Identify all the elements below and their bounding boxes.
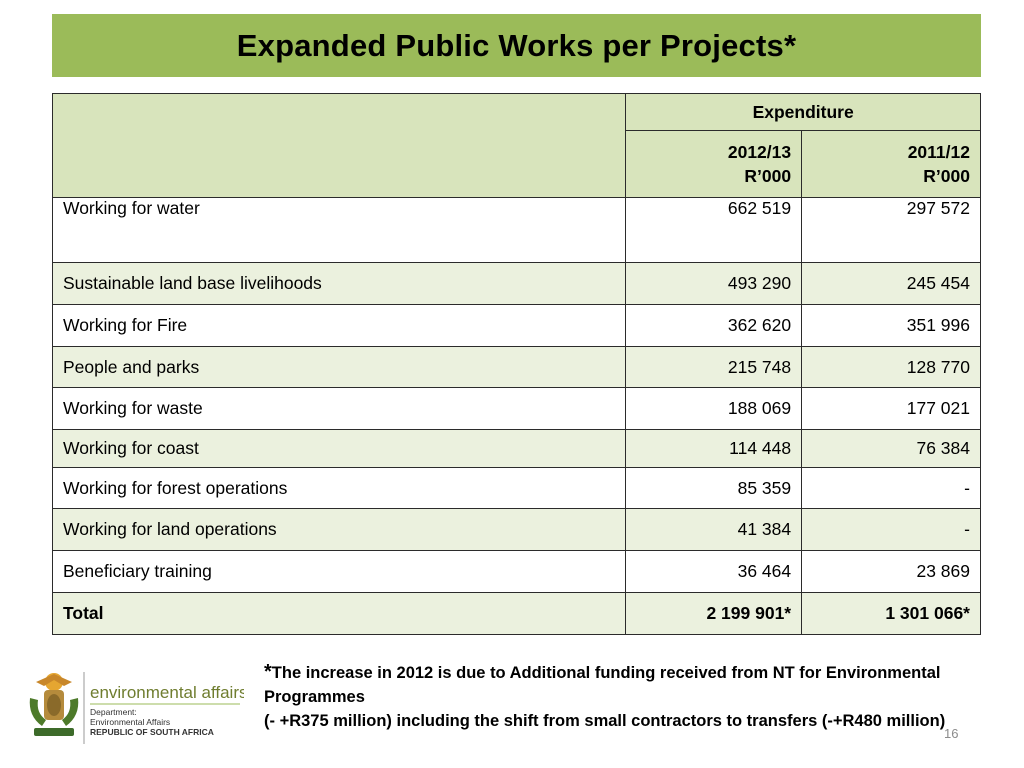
logo-name: environmental affairs <box>90 683 244 702</box>
unit-label: R’000 <box>744 166 792 186</box>
table-row <box>53 347 981 388</box>
table-row <box>53 263 981 305</box>
department-logo <box>24 668 244 748</box>
value-2012: 114 448 <box>626 430 802 468</box>
footnote-text2: (- +R375 million) including the shift from small contractors to transfers (-+R480 million) <box>264 712 946 730</box>
value-2011: 76 384 <box>802 430 981 468</box>
row-label: Sustainable land base livelihoods <box>53 263 626 305</box>
table-row <box>53 305 981 347</box>
value-2011: 297 572 <box>802 198 981 263</box>
value-2011: 177 021 <box>802 388 981 430</box>
value-2012: 85 359 <box>626 468 802 509</box>
coat-of-arms-icon <box>24 668 244 748</box>
year-label: 2011/12 <box>907 142 970 162</box>
table-row <box>53 551 981 593</box>
value-2012: 41 384 <box>626 509 802 551</box>
row-label: Working for water <box>53 198 626 263</box>
footnote <box>264 660 984 733</box>
value-2011: - <box>802 468 981 509</box>
footnote-star: * <box>264 661 272 683</box>
value-2012: 188 069 <box>626 388 802 430</box>
row-label: Working for waste <box>53 388 626 430</box>
row-label: Beneficiary training <box>53 551 626 593</box>
page-number: 16 <box>944 726 959 741</box>
header-blank-cell <box>53 94 626 198</box>
row-label: People and parks <box>53 347 626 388</box>
value-2012: 215 748 <box>626 347 802 388</box>
expenditure-header: Expenditure <box>626 94 981 131</box>
row-label: Working for coast <box>53 430 626 468</box>
footnote-text1: The increase in 2012 is due to Additional funding received from NT for Environmental Programmes <box>264 664 941 706</box>
table-row <box>53 198 981 263</box>
total-2012: 2 199 901* <box>626 593 802 635</box>
value-2012: 662 519 <box>626 198 802 263</box>
slide-title: Expanded Public Works per Projects* <box>236 27 797 63</box>
value-2011: - <box>802 509 981 551</box>
value-2011: 128 770 <box>802 347 981 388</box>
title-band <box>52 14 981 77</box>
value-2012: 493 290 <box>626 263 802 305</box>
table-row <box>53 430 981 468</box>
value-2011: 245 454 <box>802 263 981 305</box>
year-label: 2012/13 <box>727 142 792 162</box>
total-row <box>53 593 981 635</box>
value-2012: 36 464 <box>626 551 802 593</box>
expenditure-table <box>52 93 981 635</box>
logo-line2: Environmental Affairs <box>90 717 171 727</box>
year-header-2011 <box>802 131 981 198</box>
footnote-line1 <box>264 660 984 709</box>
year-header-2012 <box>626 131 802 198</box>
logo-line1: Department: <box>90 707 137 717</box>
total-label: Total <box>53 593 626 635</box>
value-2011: 23 869 <box>802 551 981 593</box>
row-label: Working for forest operations <box>53 468 626 509</box>
table-row <box>53 388 981 430</box>
logo-line3: REPUBLIC OF SOUTH AFRICA <box>90 727 214 737</box>
unit-label: R’000 <box>923 166 970 186</box>
row-label: Working for Fire <box>53 305 626 347</box>
value-2012: 362 620 <box>626 305 802 347</box>
table-row <box>53 468 981 509</box>
value-2011: 351 996 <box>802 305 981 347</box>
table-header-row <box>53 94 981 131</box>
total-2011: 1 301 066* <box>802 593 981 635</box>
row-label: Working for land operations <box>53 509 626 551</box>
table-row <box>53 509 981 551</box>
